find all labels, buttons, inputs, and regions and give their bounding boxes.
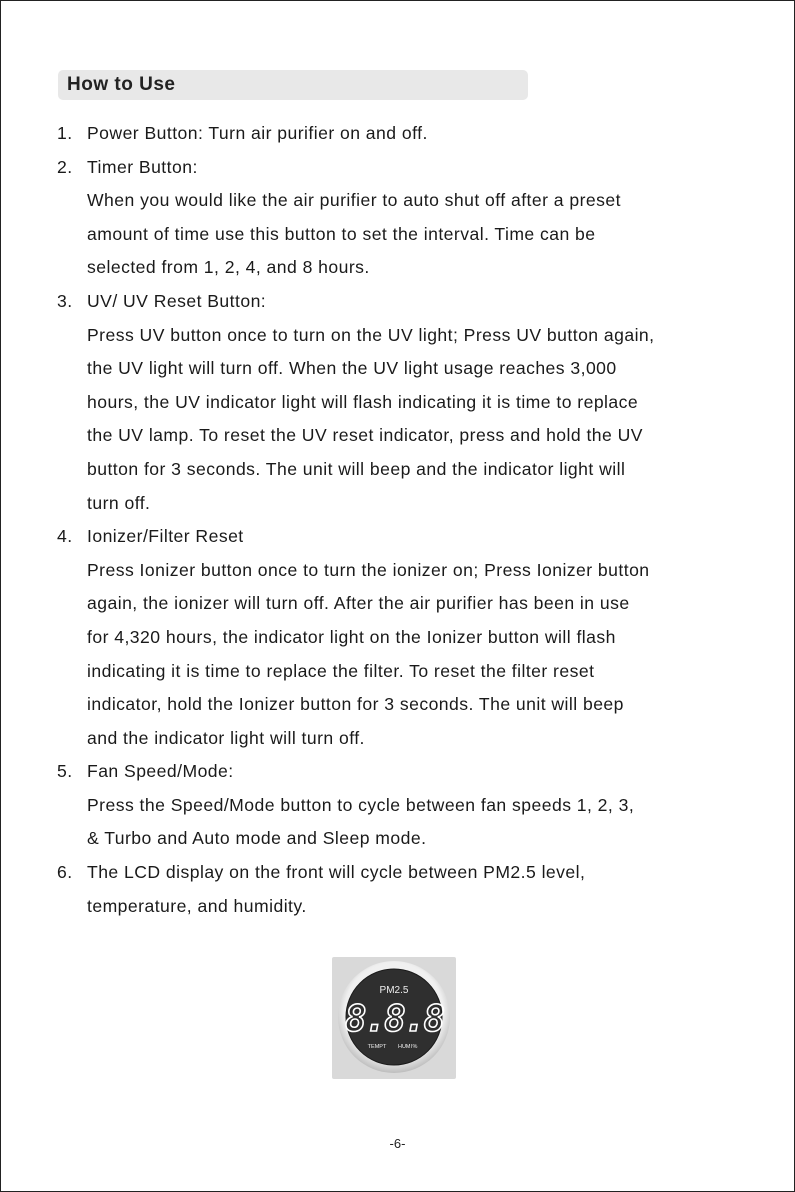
- lcd-display-image: [332, 957, 456, 1079]
- item-line: for 4,320 hours, the indicator light on the Ionizer button will flash: [87, 626, 616, 647]
- list-item: [57, 520, 757, 755]
- item-line: indicator, hold the Ionizer button for 3 seconds. The unit will beep: [87, 694, 624, 715]
- item-line: button for 3 seconds. The unit will beep and the indicator light will: [87, 458, 626, 479]
- item-number: 4.: [57, 526, 73, 547]
- item-line: selected from 1, 2, 4, and 8 hours.: [87, 257, 370, 278]
- list-item: [57, 755, 757, 856]
- lcd-percent-label: %: [412, 1044, 418, 1050]
- item-line: The LCD display on the front will cycle between PM2.5 level,: [87, 862, 586, 883]
- item-line: and the indicator light will turn off.: [87, 727, 365, 748]
- item-line: Fan Speed/Mode:: [87, 761, 234, 782]
- list-item: [57, 117, 757, 151]
- item-line: Press Ionizer button once to turn the ionizer on; Press Ionizer button: [87, 559, 650, 580]
- item-line: hours, the UV indicator light will flash indicating it is time to replace: [87, 391, 639, 412]
- item-body: [87, 117, 757, 151]
- section-title: How to Use: [67, 74, 176, 95]
- section-header: [58, 70, 528, 100]
- item-line: Ionizer/Filter Reset: [87, 526, 244, 547]
- item-number: 5.: [57, 761, 73, 782]
- item-line: turn off.: [87, 492, 151, 513]
- page-number: -6-: [389, 1136, 406, 1151]
- item-line: Press the Speed/Mode button to cycle between fan speeds 1, 2, 3,: [87, 794, 635, 815]
- item-line: the UV light will turn off. When the UV light usage reaches 3,000: [87, 358, 617, 379]
- item-body: [87, 285, 757, 520]
- item-line: indicating it is time to replace the filter. To reset the filter reset: [87, 660, 595, 681]
- lcd-display-illustration: [332, 957, 456, 1079]
- item-body: [87, 520, 757, 755]
- instructions-list: [57, 117, 757, 923]
- item-line: the UV lamp. To reset the UV reset indicator, press and hold the UV: [87, 425, 643, 446]
- list-item: [57, 856, 757, 923]
- list-item: [57, 151, 757, 285]
- item-number: 6.: [57, 862, 73, 883]
- item-line: amount of time use this button to set the interval. Time can be: [87, 223, 596, 244]
- item-line: temperature, and humidity.: [87, 895, 307, 916]
- lcd-temp-label: TEMPT: [367, 1044, 387, 1050]
- item-line: & Turbo and Auto mode and Sleep mode.: [87, 828, 427, 849]
- lcd-digits: 8.8.8: [344, 999, 444, 1040]
- item-line: Timer Button:: [87, 156, 198, 177]
- item-line: again, the ionizer will turn off. After the air purifier has been in use: [87, 593, 630, 614]
- item-line: When you would like the air purifier to auto shut off after a preset: [87, 190, 621, 211]
- lcd-humi-label: HUMI: [397, 1044, 413, 1050]
- item-number: 3.: [57, 290, 73, 311]
- item-line: Power Button: Turn air purifier on and off.: [87, 123, 428, 143]
- lcd-top-label: PM2.5: [379, 985, 409, 996]
- item-body: [87, 755, 757, 856]
- list-item: [57, 285, 757, 520]
- item-number: 2.: [57, 156, 73, 177]
- item-number: 1.: [57, 123, 73, 143]
- item-body: [87, 856, 757, 923]
- item-line: Press UV button once to turn on the UV light; Press UV button again,: [87, 324, 655, 345]
- item-body: [87, 151, 757, 285]
- item-line: UV/ UV Reset Button:: [87, 290, 267, 311]
